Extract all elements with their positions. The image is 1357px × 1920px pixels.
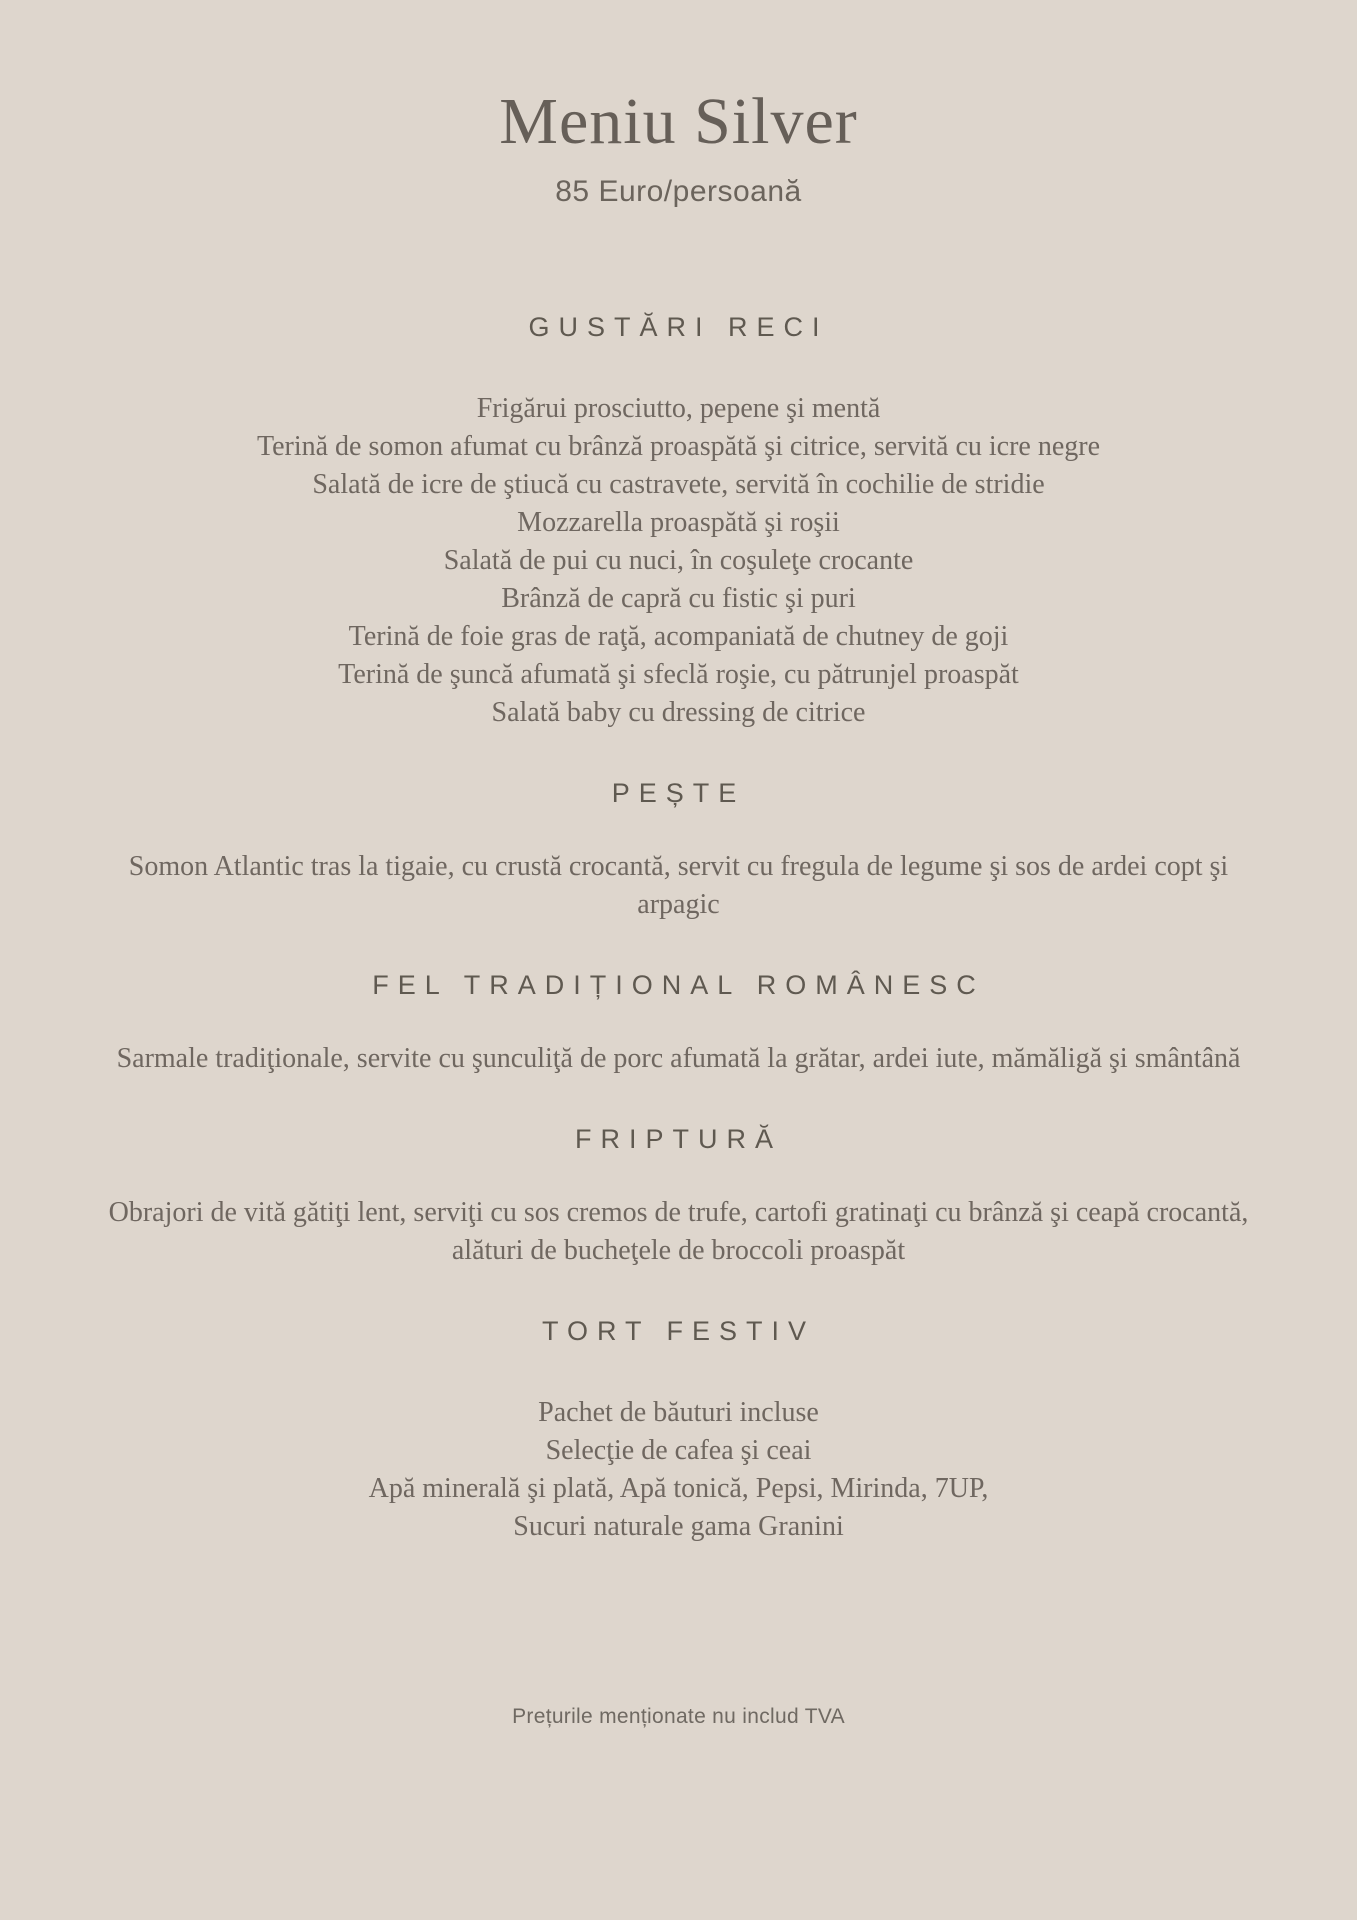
menu-item: Salată de pui cu nuci, în coşuleţe crocante xyxy=(443,545,914,576)
section-fel-traditional xyxy=(91,970,1267,1078)
menu-item: Apă minerală şi plată, Apă tonică, Pepsi, Mirinda, 7UP, xyxy=(368,1473,989,1504)
menu-item: Terină de somon afumat cu brânză proaspătă şi citrice, servită cu icre negre xyxy=(256,431,1101,462)
section-title-tort-festiv: TORT FESTIV xyxy=(541,1316,816,1346)
section-title-fel-traditional: FEL TRADIȚIONAL ROMÂNESC xyxy=(372,970,985,1000)
section-gustari-reci xyxy=(91,312,1267,732)
menu-item: Frigărui prosciutto, pepene şi mentă xyxy=(476,393,881,424)
menu-item: Selecţie de cafea şi ceai xyxy=(545,1435,812,1466)
vat-disclaimer: Prețurile menționate nu includ TVA xyxy=(512,1705,845,1728)
section-title-friptura: FRIPTURĂ xyxy=(575,1124,782,1154)
section-paragraph-fel-traditional: Sarmale tradiţionale, servite cu şunculiţă de porc afumată la grătar, ardei iute, mămăligă şi smântână xyxy=(116,1043,1241,1074)
section-paragraph-peste: Somon Atlantic tras la tigaie, cu crustă crocantă, servit cu fregula de legume şi sos de ardei copt şi arpagic xyxy=(128,851,1229,920)
menu-item: Salată de icre de ştiucă cu castravete, servită în cochilie de stridie xyxy=(312,469,1045,500)
section-title-gustari-reci: GUSTĂRI RECI xyxy=(528,312,829,342)
menu-item: Mozzarella proaspătă şi roşii xyxy=(517,507,840,538)
section-friptura xyxy=(91,1124,1267,1270)
menu-item: Brânză de capră cu fistic şi puri xyxy=(501,583,856,614)
page-title: Meniu Silver xyxy=(499,85,858,158)
section-tort-festiv xyxy=(91,1316,1267,1546)
menu-item: Terină de foie gras de raţă, acompaniată de chutney de goji xyxy=(348,621,1009,652)
price-per-person: 85 Euro/persoană xyxy=(555,175,802,208)
menu-page xyxy=(91,0,1267,1730)
menu-item: Pachet de băuturi incluse xyxy=(538,1397,819,1428)
section-title-peste: PEȘTE xyxy=(611,778,746,808)
menu-item: Sucuri naturale gama Granini xyxy=(513,1511,844,1542)
section-paragraph-friptura: Obrajori de vită gătiţi lent, serviţi cu sos cremos de trufe, cartofi gratinaţi cu brânză şi ceapă crocantă, alături de bucheţele de broccoli proaspăt xyxy=(108,1197,1249,1266)
menu-item: Salată baby cu dressing de citrice xyxy=(491,697,866,728)
section-items-gustari-reci xyxy=(91,390,1267,732)
section-items-tort-festiv xyxy=(91,1394,1267,1546)
menu-item: Terină de şuncă afumată şi sfeclă roşie, cu pătrunjel proaspăt xyxy=(338,659,1019,690)
section-peste xyxy=(91,778,1267,924)
